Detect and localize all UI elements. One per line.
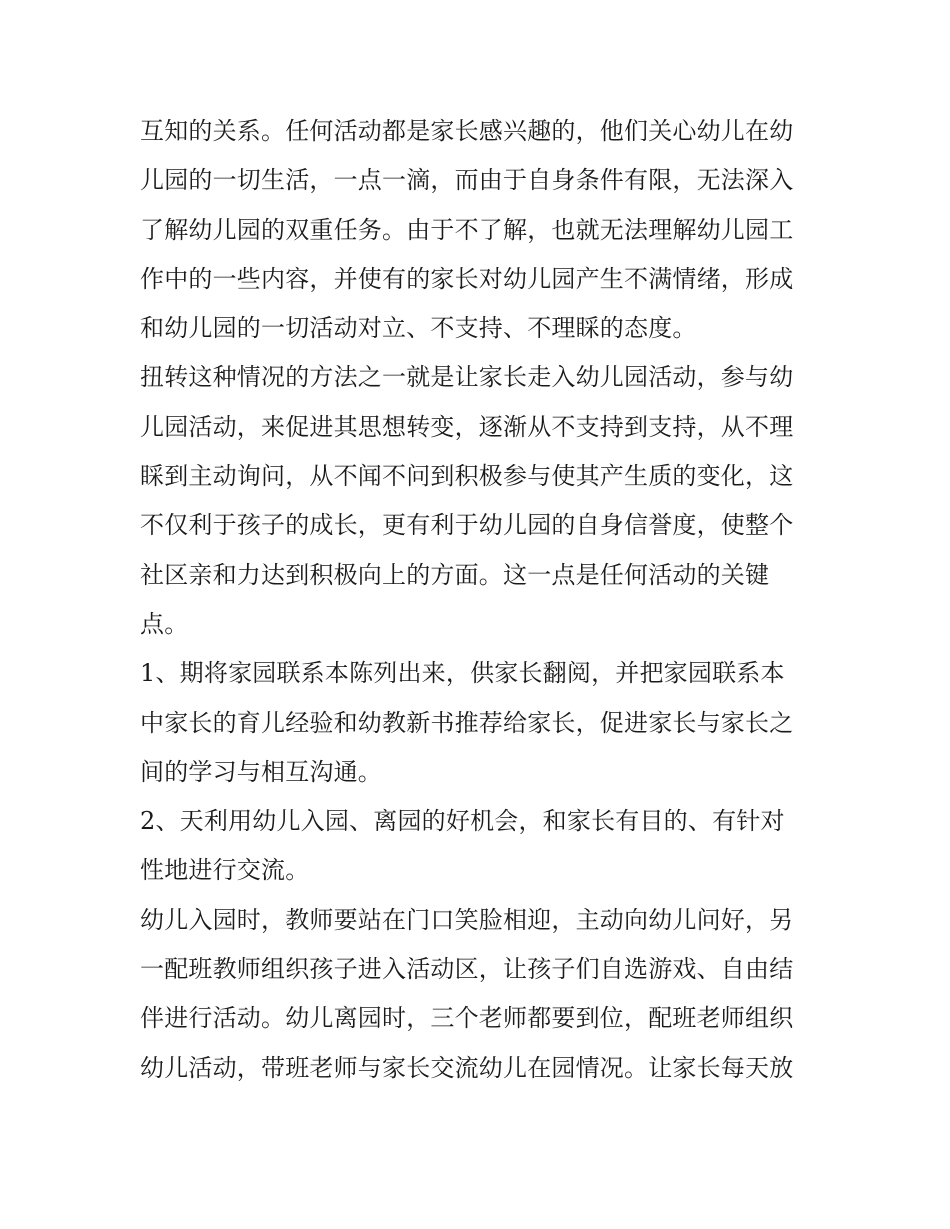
text-line: 不仅利于孩子的成长，更有利于幼儿园的自身信誉度，使整个 [140, 511, 794, 540]
document-page [140, 107, 820, 1093]
text-line: 了解幼儿园的双重任务。由于不了解，也就无法理解幼儿园工 [140, 215, 794, 244]
text-line: 伴进行活动。幼儿离园时，三个老师都要到位，配班老师组织 [140, 1004, 794, 1033]
text-line: 点。 [140, 609, 189, 638]
text-line: 儿园的一切生活，一点一滴，而由于自身条件有限，无法深入 [140, 166, 794, 195]
text-line: 间的学习与相互沟通。 [140, 757, 382, 786]
text-line: 儿园活动，来促进其思想转变，逐渐从不支持到支持，从不理 [140, 412, 794, 441]
text-line: 中家长的育儿经验和幼教新书推荐给家长，促进家长与家长之 [140, 708, 794, 737]
text-line: 一配班教师组织孩子进入活动区，让孩子们自选游戏、自由结 [140, 955, 794, 984]
text-line: 性地进行交流。 [140, 856, 310, 885]
text-line: 作中的一些内容，并使有的家长对幼儿园产生不满情绪，形成 [140, 264, 794, 293]
list-item-2-line: 2、天利用幼儿入园、离园的好机会，和家长有目的、有针对 [140, 807, 785, 836]
text-line: 社区亲和力达到积极向上的方面。这一点是任何活动的关键 [140, 560, 770, 589]
text-line: 幼儿入园时，教师要站在门口笑脸相迎，主动向幼儿问好，另 [140, 905, 794, 934]
text-line: 互知的关系。任何活动都是家长感兴趣的，他们关心幼儿在幼 [140, 117, 794, 145]
text-line: 睬到主动询问，从不闻不问到积极参与使其产生质的变化，这 [140, 462, 794, 491]
text-line: 扭转这种情况的方法之一就是让家长走入幼儿园活动，参与幼 [140, 363, 794, 392]
text-line: 和幼儿园的一切活动对立、不支持、不理睬的态度。 [140, 314, 697, 343]
list-item-1-line: 1、期将家园联系本陈列出来，供家长翻阅，并把家园联系本 [140, 659, 785, 688]
text-line: 幼儿活动，带班老师与家长交流幼儿在园情况。让家长每天放 [140, 1053, 794, 1082]
